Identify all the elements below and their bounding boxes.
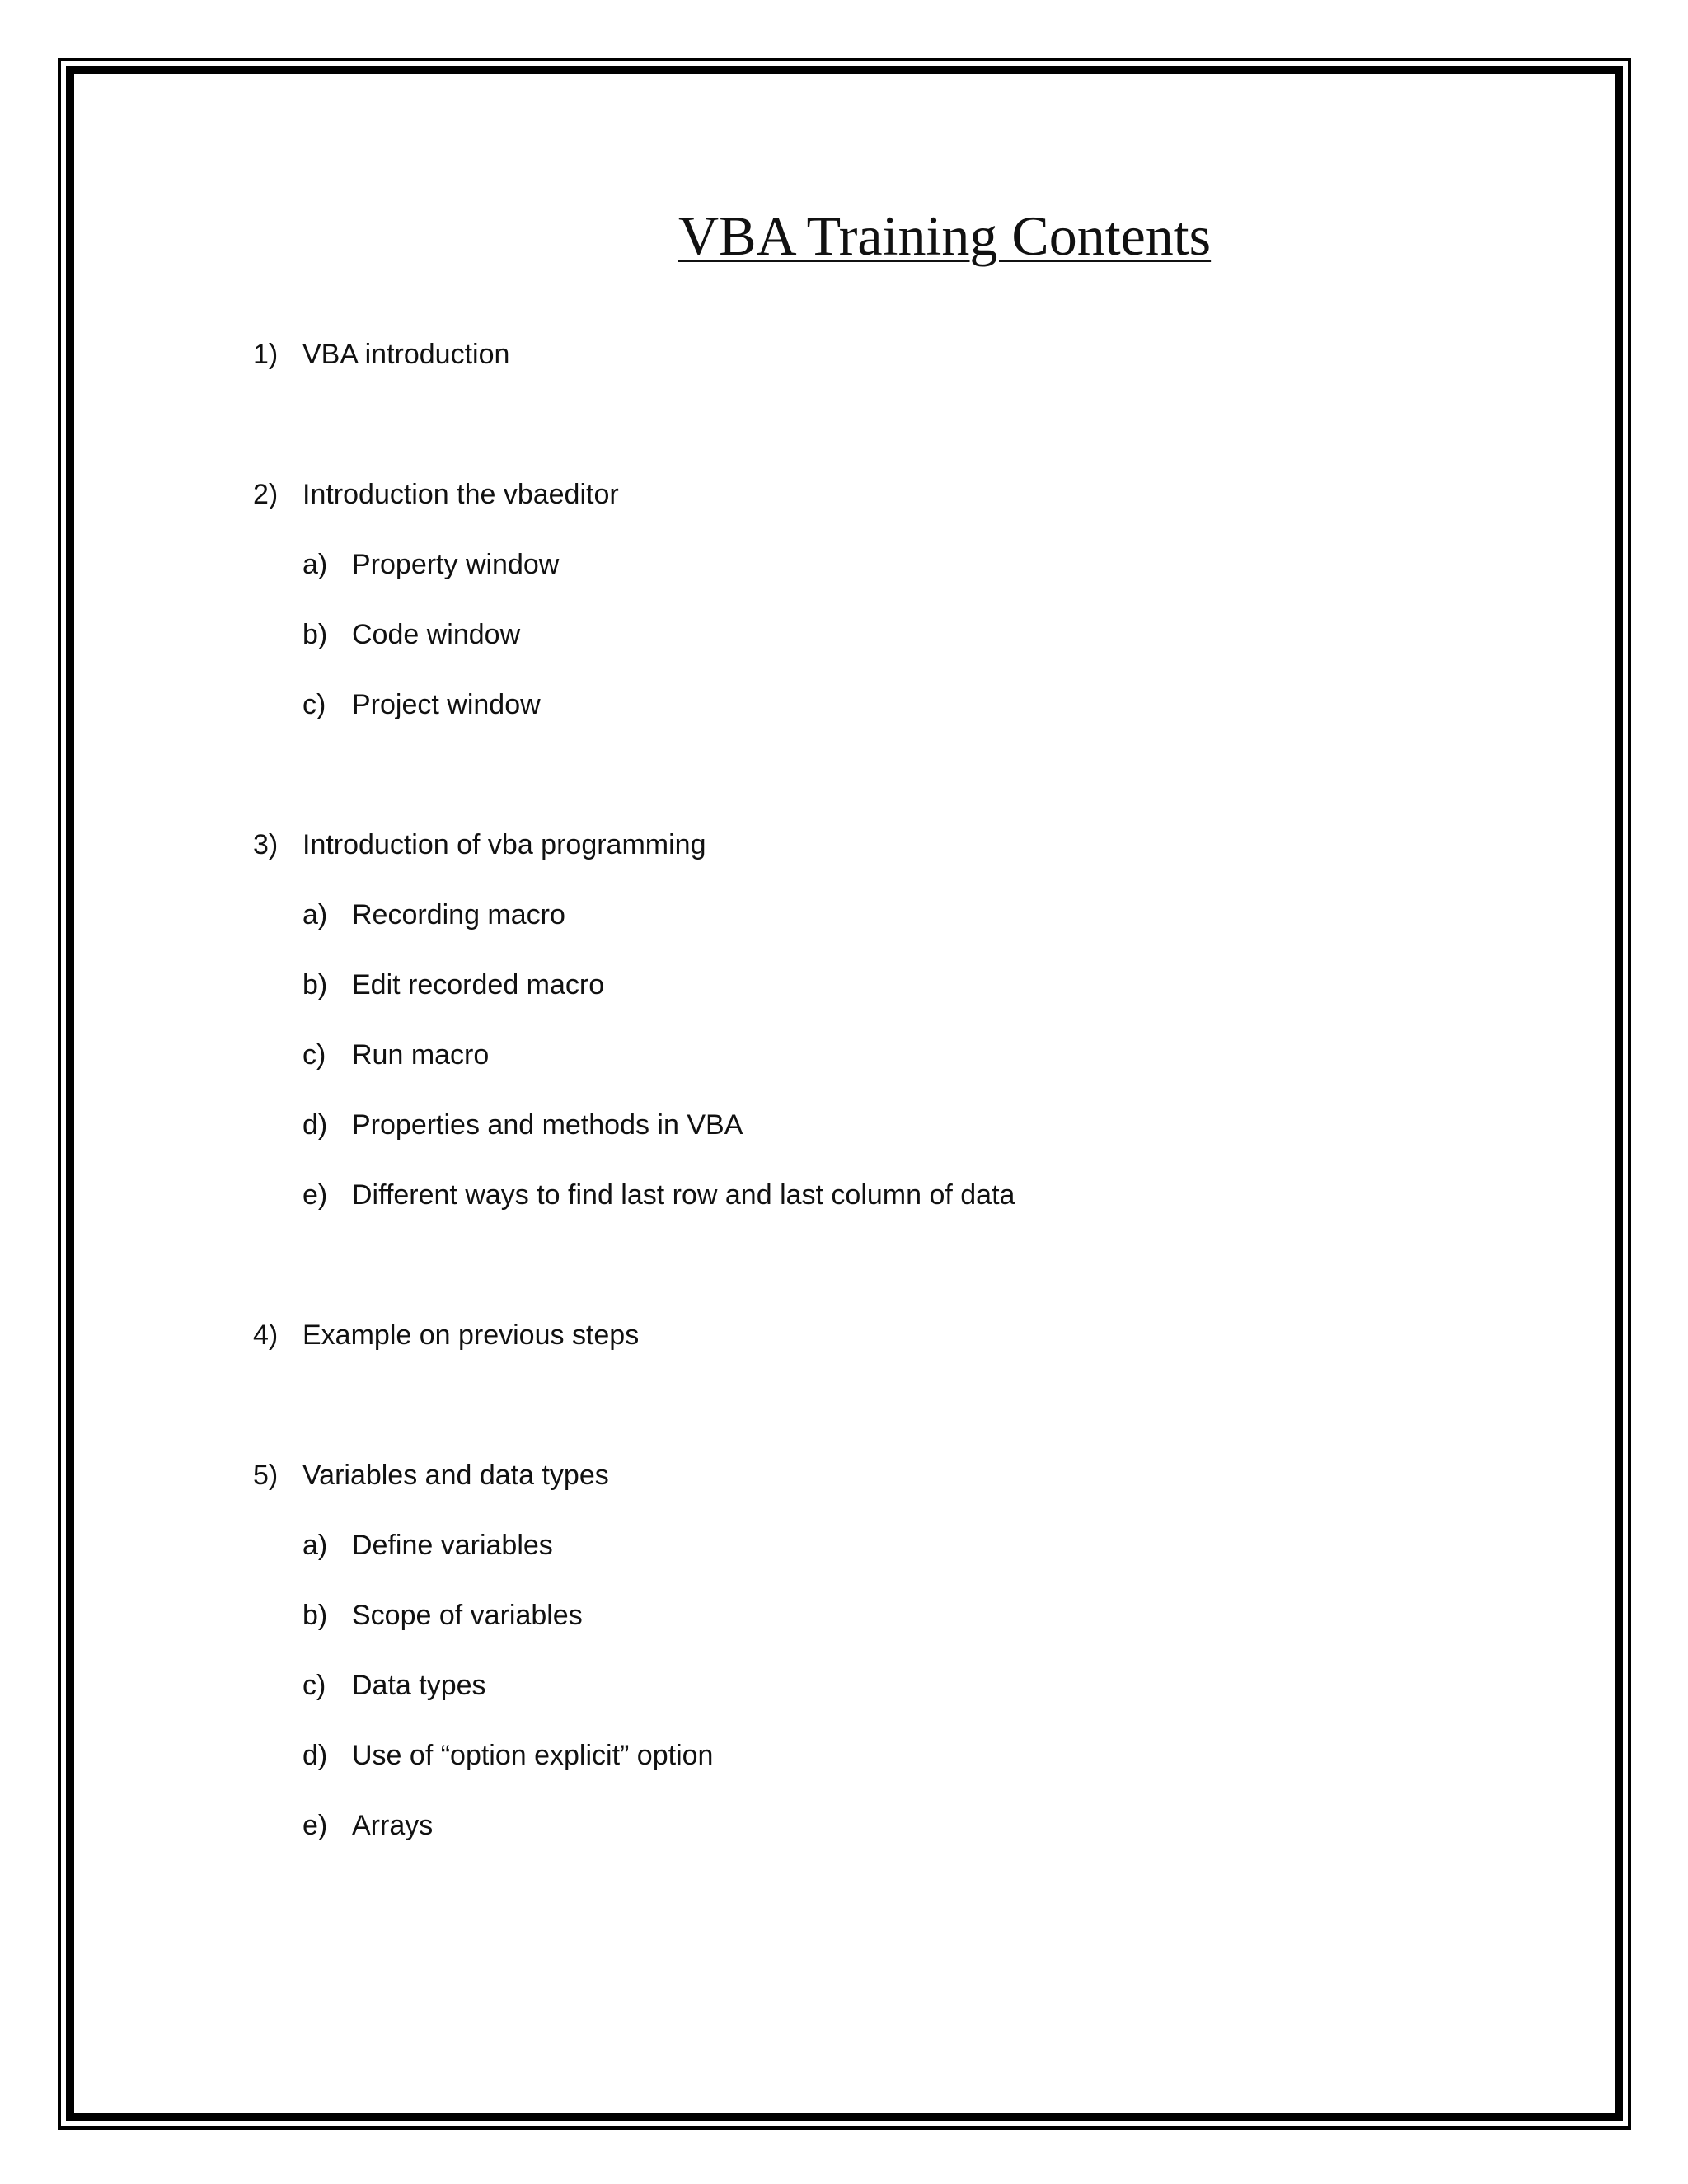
- subitem-letter: c): [302, 1670, 326, 1701]
- subitem-letter: c): [302, 689, 326, 720]
- subitem-letter: a): [302, 899, 328, 930]
- subitem-label: Arrays: [352, 1810, 434, 1841]
- subitem-label: Recording macro: [352, 899, 565, 930]
- subitem-label: Scope of variables: [352, 1600, 583, 1631]
- subitem-letter: d): [302, 1109, 328, 1141]
- subitem-letter: c): [302, 1039, 326, 1071]
- subitem-label: Edit recorded macro: [352, 969, 605, 1001]
- subitem-label: Different ways to find last row and last column of data: [352, 1179, 1015, 1211]
- section-label: Introduction of vba programming: [302, 829, 706, 860]
- subitem-letter: e): [302, 1179, 328, 1211]
- subitem-letter: a): [302, 549, 328, 580]
- subitem-letter: b): [302, 1600, 328, 1631]
- subitem-letter: b): [302, 969, 328, 1001]
- subitem-label: Property window: [352, 549, 560, 580]
- subitem-label: Properties and methods in VBA: [352, 1109, 743, 1141]
- section-number: 2): [253, 479, 279, 510]
- section-label: Introduction the vbaeditor: [302, 479, 619, 510]
- subitem-letter: a): [302, 1530, 328, 1561]
- section-number: 4): [253, 1319, 279, 1351]
- subitem-letter: b): [302, 619, 328, 650]
- section-label: Variables and data types: [302, 1460, 609, 1491]
- subitem-label: Define variables: [352, 1530, 553, 1561]
- subitem-label: Run macro: [352, 1039, 490, 1071]
- subitem-letter: e): [302, 1810, 328, 1841]
- section-label: Example on previous steps: [302, 1319, 640, 1351]
- page-border-inner: [66, 66, 1623, 2121]
- section-number: 3): [253, 829, 279, 860]
- section-label: VBA introduction: [302, 339, 510, 370]
- subitem-letter: d): [302, 1740, 328, 1771]
- section-number: 5): [253, 1460, 279, 1491]
- subitem-label: Data types: [352, 1670, 486, 1701]
- subitem-label: Code window: [352, 619, 521, 650]
- subitem-label: Project window: [352, 689, 541, 720]
- section-number: 1): [253, 339, 279, 370]
- subitem-label: Use of “option explicit” option: [352, 1740, 714, 1771]
- page-title: VBA Training Contents: [678, 204, 1212, 267]
